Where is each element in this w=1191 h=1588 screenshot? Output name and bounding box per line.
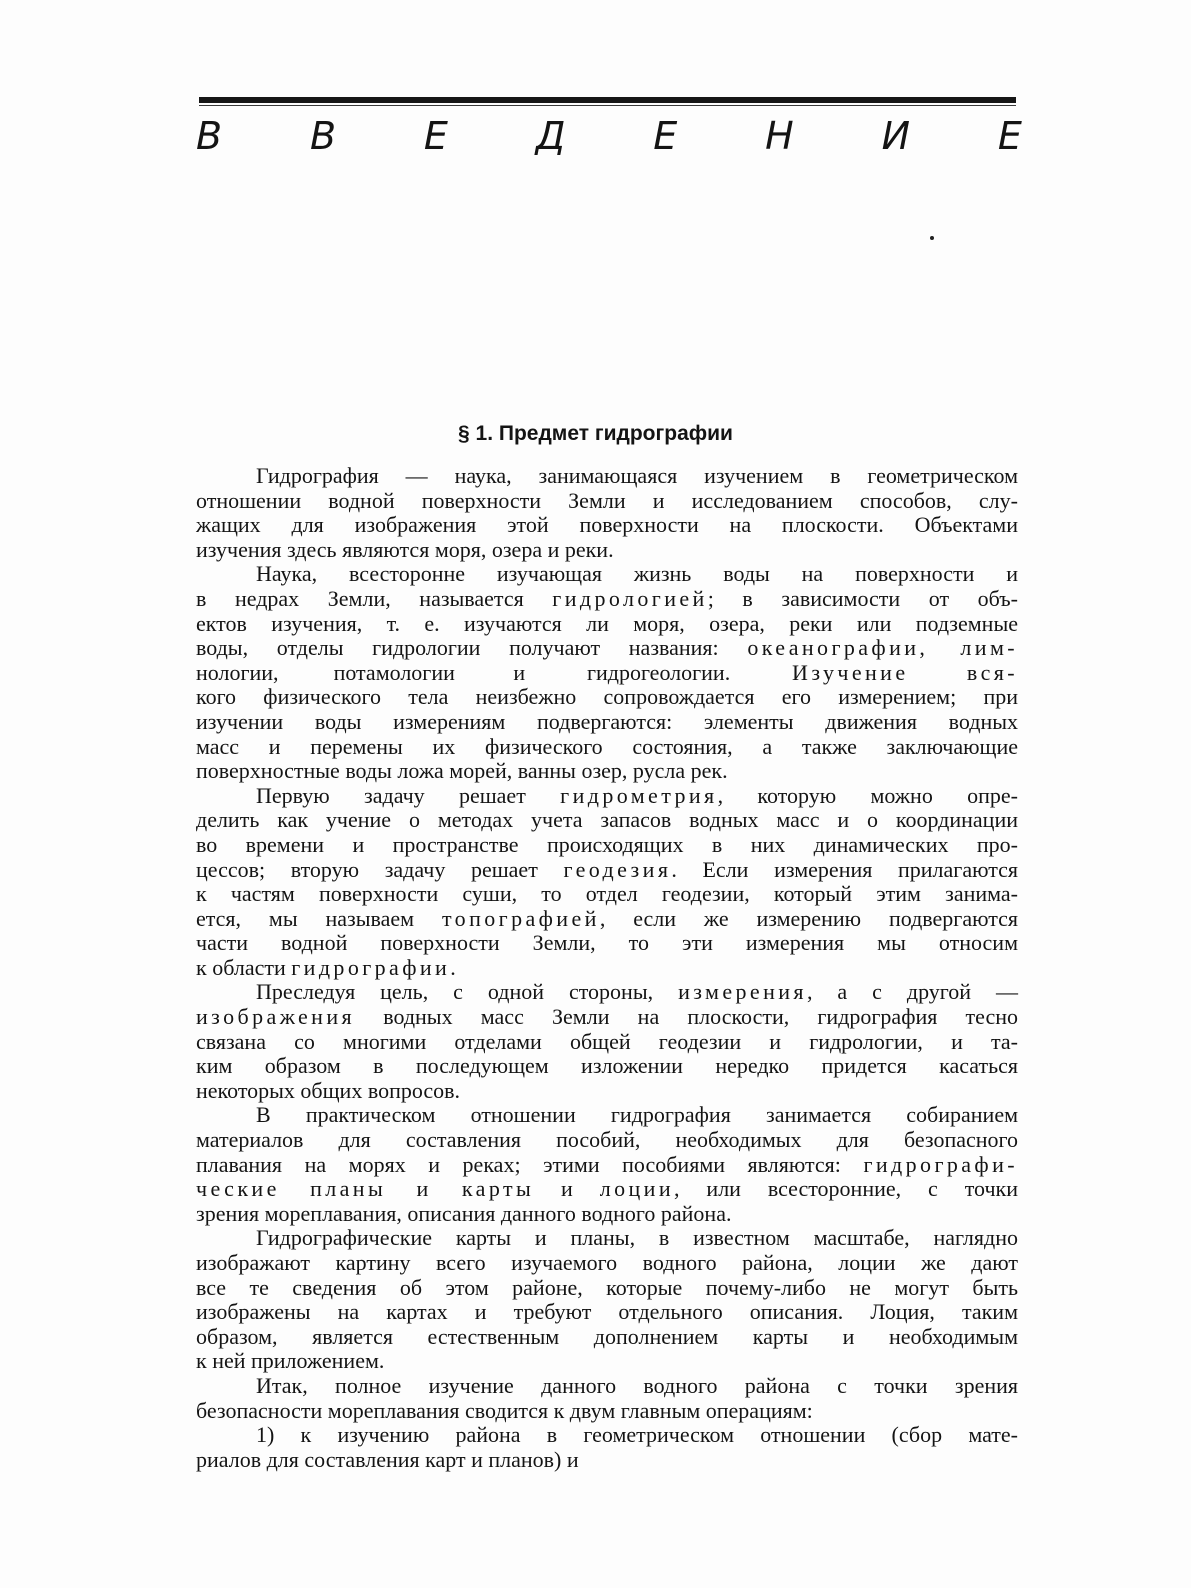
text-line: [196, 808, 1018, 833]
text-run: к области: [196, 954, 292, 980]
paragraph: [196, 562, 1018, 783]
text-line: [196, 1177, 1018, 1202]
text-run: части водной поверхности Земли, то эти измерения мы относим: [196, 930, 1018, 956]
text-line: [196, 489, 1018, 514]
spaced-term: топографией: [441, 905, 600, 931]
section-heading: § 1. Предмет гидрографии: [458, 422, 733, 445]
text-line: [196, 1128, 1018, 1153]
text-run: материалов для составления пособий, необходимых для безопасного: [196, 1127, 1018, 1153]
text-run: ким образом в последующем изложении нередко придется касаться: [196, 1053, 1018, 1079]
spaced-term: и: [454, 659, 587, 685]
spaced-term: . Изучение вся-: [724, 659, 1019, 685]
body-text: [196, 464, 1018, 1472]
text-line: [196, 980, 1018, 1005]
text-run: образом, является естественным дополнением карты и необходимым: [196, 1323, 1018, 1349]
text-run: к частям поверхности суши, то отдел геодезии, который этим занима-: [196, 881, 1018, 907]
text-line: [196, 661, 1018, 686]
text-line: [196, 685, 1018, 710]
text-run: нологии, потамологии: [196, 659, 455, 685]
text-line: [196, 1103, 1018, 1128]
text-run: . Если измерения прилагаются: [671, 856, 1019, 882]
text-line: [196, 1276, 1018, 1301]
chapter-letter: В: [309, 114, 337, 158]
paragraph: [196, 464, 1018, 562]
text-run: воды, отделы гидрологии получают названия:: [196, 635, 748, 661]
text-line: [196, 931, 1018, 956]
text-line: [196, 1226, 1018, 1251]
text-line: [196, 759, 1018, 784]
text-line: [196, 513, 1018, 538]
spaced-term: гидрографии: [291, 954, 451, 980]
text-run: Наука, всесторонне изучающая жизнь воды на поверхности и: [256, 561, 1018, 587]
text-line: [196, 1423, 1018, 1448]
text-run: Преследуя цель, с одной стороны,: [256, 979, 679, 1005]
text-run: , или всесторонние, с точки: [674, 1176, 1018, 1202]
text-line: [196, 833, 1018, 858]
chapter-letter: Д: [535, 114, 566, 158]
text-line: [196, 882, 1018, 907]
text-run: 1) к изучению района в геометрическом отношении (сбор мате-: [256, 1422, 1018, 1448]
text-run: изображены на картах и требуют отдельного описания. Лоция, таким: [196, 1299, 1018, 1325]
header-rule-thin: [199, 105, 1016, 106]
spaced-term: геодезия: [563, 856, 672, 882]
text-line: [196, 636, 1018, 661]
text-run: ется, мы называем: [196, 905, 442, 931]
chapter-letter: Е: [653, 114, 678, 158]
text-line: [196, 710, 1018, 735]
chapter-letter: Е: [423, 114, 448, 158]
spaced-term: гидрографи-: [863, 1151, 1018, 1177]
paragraph: [196, 1226, 1018, 1374]
paragraph: [196, 1374, 1018, 1423]
text-line: [196, 1399, 1018, 1424]
text-line: [196, 562, 1018, 587]
text-line: [196, 1202, 1018, 1227]
paragraph: [196, 784, 1018, 981]
text-line: [196, 1374, 1018, 1399]
paragraph: [196, 1423, 1018, 1472]
text-run: ; в зависимости от объ-: [707, 585, 1018, 611]
spaced-term: изображения: [196, 1004, 356, 1030]
text-run: кого физического тела неизбежно сопровождается его измерением; при: [196, 684, 1018, 710]
spaced-term: гидрологией: [552, 585, 708, 611]
text-line: [196, 1079, 1018, 1104]
text-run: гидрогеологии: [586, 659, 725, 685]
text-line: [196, 1054, 1018, 1079]
text-run: , если же измерению подвергаются: [599, 905, 1018, 931]
text-run: жащих для изображения этой поверхности на плоскости. Объектами: [196, 512, 1018, 538]
text-line: [196, 538, 1018, 563]
text-run: изображают картину всего изучаемого водного района, лоции же дают: [196, 1250, 1018, 1275]
text-run: , которую можно опре-: [717, 782, 1019, 808]
text-run: Первую задачу решает: [256, 782, 561, 808]
text-run: цессов; вторую задачу решает: [196, 856, 564, 882]
text-run: делить как учение о методах учета запасов водных масс и о координации: [196, 807, 1018, 833]
text-run: масс и перемены их физического состояния, а также заключающие: [196, 733, 1018, 759]
text-line: [196, 907, 1018, 932]
text-line: [196, 1325, 1018, 1350]
chapter-letter: Н: [765, 114, 794, 158]
text-run: Итак, полное изучение данного водного района с точки зрения: [256, 1372, 1018, 1398]
print-speck: [930, 236, 934, 240]
chapter-letter: Е: [997, 114, 1022, 158]
text-run: изучении воды измерениям подвергаются: элементы движения водных: [196, 708, 1018, 734]
text-line: [196, 956, 1018, 981]
text-line: [196, 1448, 1018, 1473]
text-run: поверхностные воды ложа морей, ванны озер, русла рек.: [196, 758, 728, 784]
text-run: Гидрографические карты и планы, в известном масштабе, наглядно: [256, 1225, 1018, 1251]
text-run: водных масс Земли на плоскости, гидрография тесно: [355, 1004, 1018, 1030]
spaced-term: гидрометрия: [560, 782, 718, 808]
spaced-term: ческие планы и карты: [196, 1176, 535, 1202]
spaced-term: измерения: [678, 979, 807, 1005]
chapter-title: [196, 111, 1022, 161]
spaced-term: океанографии, лим-: [747, 635, 1018, 661]
text-line: [196, 464, 1018, 489]
text-run: риалов для составления карт и планов) и: [196, 1446, 579, 1472]
text-line: [196, 1300, 1018, 1325]
text-line: [196, 1153, 1018, 1178]
text-line: [196, 1005, 1018, 1030]
text-line: [196, 858, 1018, 883]
text-line: [196, 1349, 1018, 1374]
text-line: [196, 1030, 1018, 1055]
text-line: [196, 784, 1018, 809]
chapter-letter: И: [881, 114, 911, 158]
text-run: Гидрография — наука, занимающаяся изучением в геометрическом: [256, 463, 1018, 488]
text-line: [196, 587, 1018, 612]
text-run: все те сведения об этом районе, которые почему-либо не могут быть: [196, 1274, 1018, 1300]
paragraph: [196, 980, 1018, 1103]
text-run: В практическом отношении гидрография занимается собиранием: [256, 1102, 1018, 1128]
text-run: безопасности мореплавания сводится к двум главным операциям:: [196, 1397, 813, 1423]
chapter-letter: В: [196, 114, 223, 158]
text-line: [196, 1251, 1018, 1276]
text-run: .: [450, 954, 456, 980]
text-run: некоторых общих вопросов.: [196, 1077, 461, 1103]
text-run: и: [534, 1176, 600, 1202]
text-run: , а с другой —: [806, 979, 1018, 1005]
text-run: связана со многими отделами общей геодезии и гидрологии, и та-: [196, 1028, 1018, 1054]
text-line: [196, 612, 1018, 637]
text-run: отношении водной поверхности Земли и исследованием способов, слу-: [196, 487, 1018, 513]
text-run: ектов изучения, т. е. изучаются ли моря, озера, реки или подземные: [196, 610, 1018, 636]
spaced-term: лоции: [599, 1176, 675, 1202]
text-line: [196, 735, 1018, 760]
text-run: в недрах Земли, называется: [196, 585, 553, 611]
text-run: плавания на морях и реках; этими пособиями являются:: [196, 1151, 864, 1177]
text-run: зрения мореплавания, описания данного водного района.: [196, 1200, 732, 1226]
header-rule: [199, 97, 1016, 103]
text-run: к ней приложением.: [196, 1348, 385, 1374]
paragraph: [196, 1103, 1018, 1226]
text-run: во времени и пространстве происходящих в них динамических про-: [196, 831, 1018, 857]
text-run: изучения здесь являются моря, озера и реки.: [196, 536, 614, 562]
